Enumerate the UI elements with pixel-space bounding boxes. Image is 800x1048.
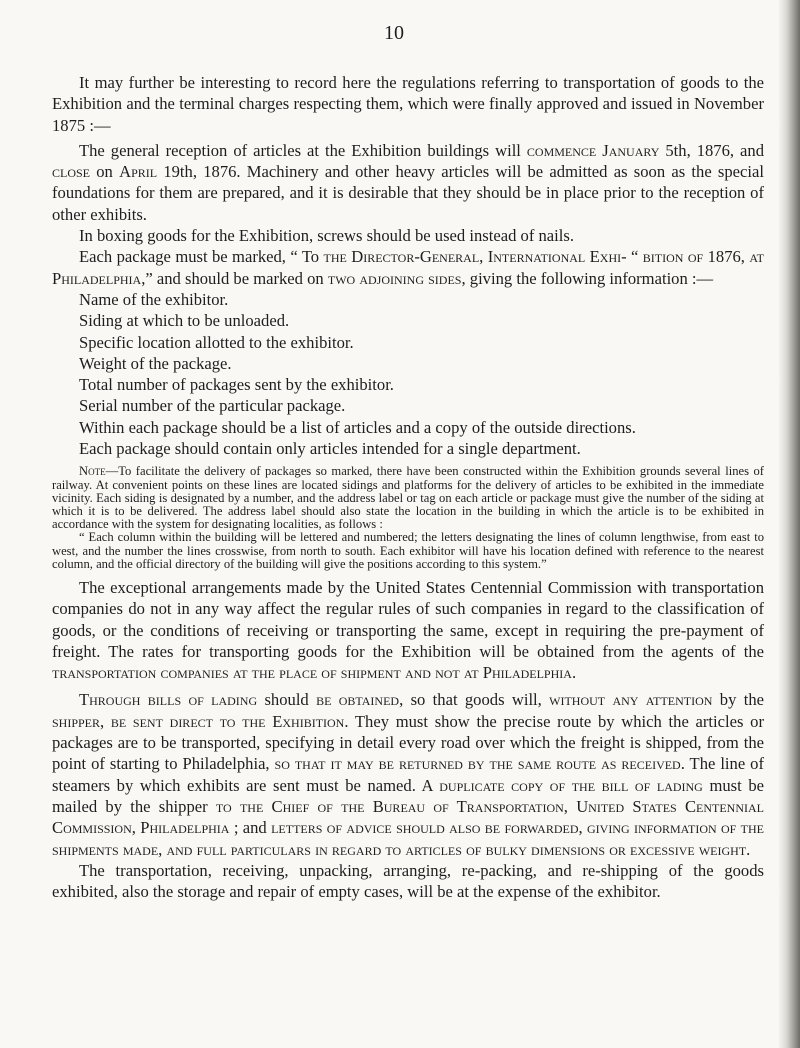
list-item: Specific location allotted to the exhibitor. — [79, 332, 354, 352]
list-item: Name of the exhibitor. — [79, 289, 229, 309]
note-quotation: “ Each column within the building will be lettered and numbered; the letters designating the lines of column lengthwise, from east to west, and the number the lines crosswise, from north to south. Each exhibitor will have his location defined with reference to the nearest column, and the official directory of the building will give the positions according to this system.” — [52, 530, 764, 571]
paragraph-single-department: Each package should contain only articles intended for a single department. — [79, 439, 581, 459]
paragraph-boxing: In boxing goods for the Exhibition, screws should be used instead of nails. — [79, 226, 574, 246]
body-text — [52, 72, 764, 902]
note-paragraph: Note—To facilitate the delivery of packages so marked, there have been constructed within the Exhibition grounds several lines of railway. At convenient points on these lines are located sidings and platforms for the delivery of articles to be exhibited in the immediate vicinity. Each siding is designated by a number, and the address label or tag on each article or package must give the number of the siding at which it is to be delivered. The address label should also state the location in the building in which the article is to be exhibited in accordance with the system for designating localities, as follows : — [52, 464, 764, 532]
paragraph-bills-of-lading: Through bills of lading should be obtained, so that goods will, without any attention by the shipper, be sent direct to the Exhibition. They must show the precise route by which the articles or packages are to be transported, specifying in detail every road over which the freight is shipped, from the point of starting to Philadelphia, so that it may be returned by the same route as received. The line of steamers by which exhibits are sent must be named. A duplicate copy of the bill of lading must be mailed by the shipper to the Chief of the Bureau of Transportation, United States Centennial Commission, Philadelphia ; and letters of advice should also be forwarded, giving information of the shipments made, and full particulars in regard to articles of bulky dimensions or excessive weight. — [52, 690, 765, 859]
list-item: Weight of the package. — [79, 353, 232, 373]
list-item: Siding at which to be unloaded. — [79, 311, 290, 331]
paragraph-marking: Each package must be marked, “ To the Director-General, International Exhi- “ bition of 1876, at Philadelphia,” and should be marked on two adjoining sides, giving the following information :— — [52, 247, 765, 288]
paragraph-exceptional-arrangements: The exceptional arrangements made by the United States Centennial Commission with transportation companies do not in any way affect the regular rules of such companies in regard to the classification of goods, or the conditions of receiving or transporting the same, except in requiring the pre-payment of freight. The rates for transporting goods for the Exhibition will be obtained from the agents of the transportation companies at the place of shipment and not at Philadelphia. — [52, 577, 764, 683]
paragraph-list-of-articles: Within each package should be a list of articles and a copy of the outside directions. — [79, 417, 636, 437]
list-item: Serial number of the particular package. — [79, 396, 346, 416]
paragraph-intro: It may further be interesting to record here the regulations referring to transportation of goods to the Exhibition and the terminal charges respecting them, which were finally approved and issued in November 1875 :— — [52, 73, 764, 135]
paragraph-expense: The transportation, receiving, unpacking, arranging, re-packing, and re-shipping of the goods exhibited, also the storage and repair of empty cases, will be at the expense of the exhibitor. — [52, 860, 764, 902]
paragraph-reception-dates: The general reception of articles at the Exhibition buildings will commence January 5th, 1876, and close on April 19th, 1876. Machinery and other heavy articles will be admitted as soon as the special foundations for them are prepared, and it is desirable that they should be in place prior to the reception of other exhibits. — [52, 140, 764, 224]
information-list — [52, 289, 764, 417]
page-number: 10 — [384, 22, 404, 44]
list-item: Total number of packages sent by the exhibitor. — [79, 375, 394, 395]
footnote-block — [52, 465, 764, 571]
page-edge-shadow — [778, 0, 800, 1048]
